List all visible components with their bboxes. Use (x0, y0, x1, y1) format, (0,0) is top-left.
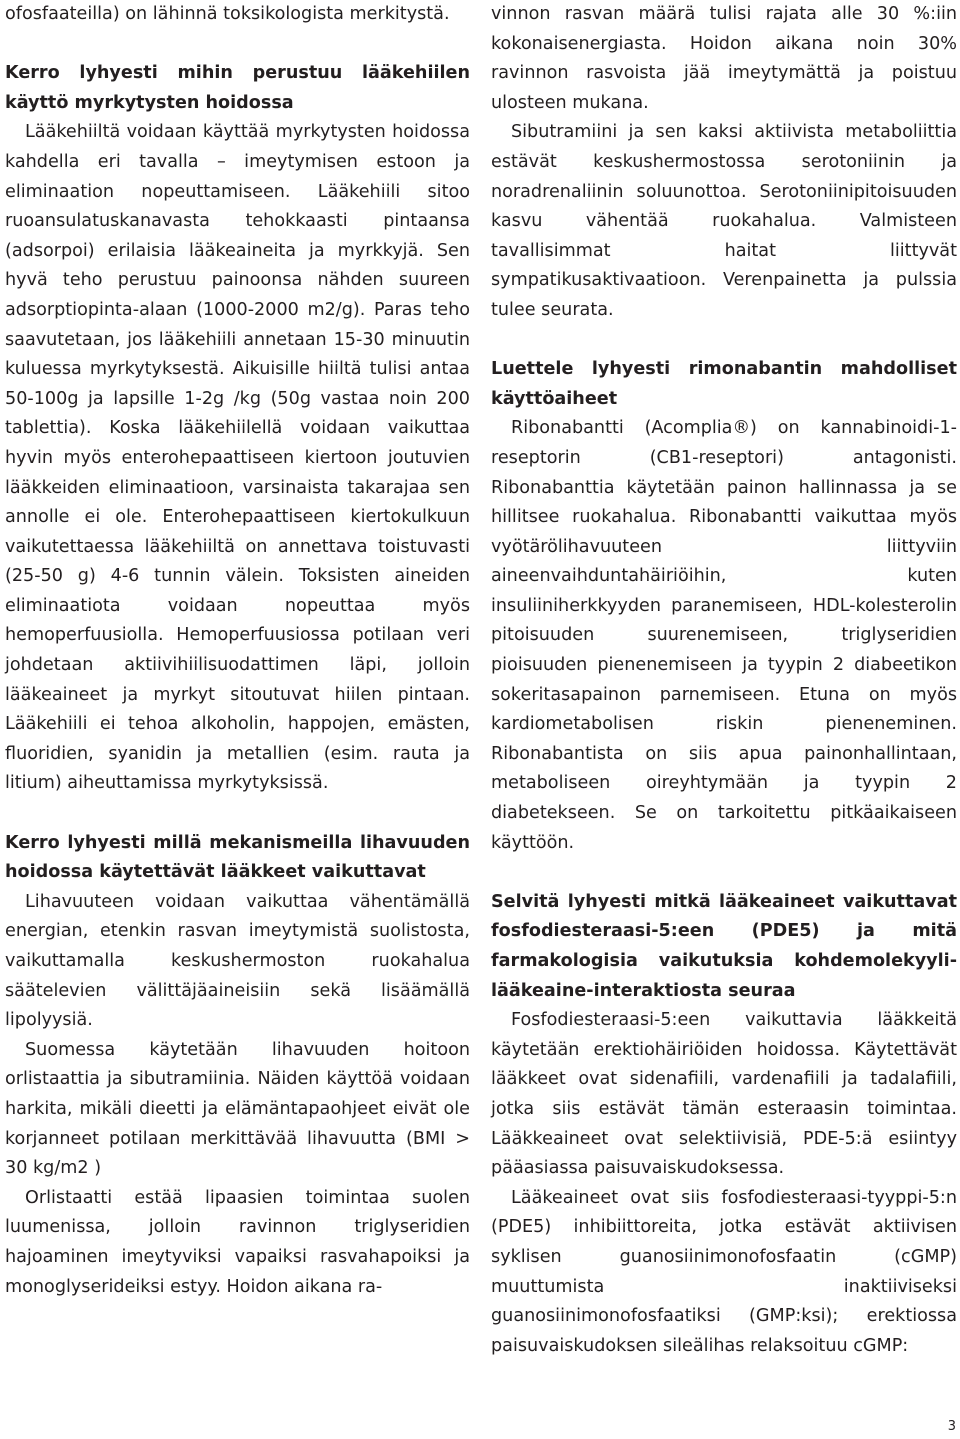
left-column (5, 0, 470, 1302)
answer-paragraph-rimonabant: Ribonabantti (Acomplia®) on kannabinoidi-1-reseptorin (CB1-reseptori) antagonisti. Ribonabanttia käytetään painon hallinnassa ja se hillitsee ruokahalua. Ribonabantti vaikuttaa myös vyötärölihavuuteen liittyviin aineenvaihduntahäiriöihin, kuten insuliiniherkkyyden paranemiseen, HDL-kolesterolin pitoisuuden suurenemiseen, triglyseridien pioisuuden pienenemiseen ja tyypin 2 diabeetikon sokeritasapainon parnemiseen. Etuna on myös kardiometabolisen riskin pieneneminen. Ribonabantista on siis apua painonhallintaan, metaboliseen oireyhtymään ja tyypin 2 diabetekseen. Se on tarkoitettu pitkäaikaiseen käyttöön. (491, 418, 957, 853)
question-heading-pde5: Selvitä lyhyesti mitkä lääkeaineet vaikuttavat fosfodiesteraasi-5:een (PDE5) ja mitä farmakologisia vaikutuksia kohdemolekyyli-lääkeaine-interaktiosta seuraa (491, 891, 957, 1001)
page-number: 3 (947, 1419, 956, 1434)
question-heading-obesity-drugs: Kerro lyhyesti millä mekanismeilla lihavuuden hoidossa käytettävät lääkkeet vaikuttavat (5, 832, 470, 883)
spacer (5, 799, 470, 829)
paragraph-continued: vinnon rasvan määrä tulisi rajata alle 30 %:iin kokonaisenergiasta. Hoidon aikana noin 30% ravinnon rasvoista jää imeytymättä ja poistuu ulosteen mukana. (491, 4, 957, 113)
answer-paragraph-pde5-mechanism: Lääkeaineet ovat siis fosfodiesteraasi-tyyppi-5:n (PDE5) inhibiittoreita, jotka estävät aktiivisen syklisen guanosiinimonofosfaatin (cGMP) muuttumista inaktiiviseksi guanosiinimonofosfaatiksi (GMP:ksi); erektiossa paisuvaiskudoksen sileälihas relaksoituu cGMP: (491, 1187, 957, 1356)
question-heading-rimonabant: Luettele lyhyesti rimonabantin mahdolliset käyttöaiheet (491, 359, 957, 409)
answer-paragraph-obesity-drugs-finland: Suomessa käytetään lihavuuden hoitoon orlistaattia ja sibutramiinia. Näiden käyttöä voidaan harkita, mikäli dieetti ja elämäntapaohjeet eivät ole korjanneet potilaan merkittävää lihavuutta (BMI > 30 kg/m2 ) (5, 1039, 470, 1179)
right-column (491, 0, 957, 1361)
spacer (5, 30, 470, 60)
spacer (491, 326, 957, 356)
spacer (491, 858, 957, 888)
paragraph-continued: ofosfaateilla) on lähinnä toksikologista merkitystä. (5, 4, 450, 24)
question-heading-activated-charcoal: Kerro lyhyesti mihin perustuu lääkehiilen käyttö myrkytysten hoidossa (5, 63, 470, 113)
answer-paragraph-activated-charcoal: Lääkehiiltä voidaan käyttää myrkytysten hoidossa kahdella eri tavalla – imeytymisen estoon ja eliminaation nopeuttamiseen. Lääkehiili sitoo ruoansulatuskanavasta tehokkaasti pintaansa (adsorpoi) erilaisia lääkeaineita ja myrkkyjä. Sen hyvä teho perustuu painoonsa nähden suureen adsorptiopinta-alaan (1000-2000 m2/g). Paras teho saavutetaan, jos lääkehiili annetaan 15-30 minuutin kuluessa myrkytyksestä. Aikuisille hiiltä tulisi antaa 50-100g ja lapsille 1-2g /kg (50g vastaa noin 200 tablettia). Koska lääkehiilellä voidaan vaikuttaa hyvin myös enterohepaattiseen kiertoon joutuvien lääkkeiden eliminaatioon, varsinaista takarajaa sen annolle ei ole. Enterohepaattiseen kiertokulkuun vaikutettaessa lääkehiiltä on annettava toistuvasti (25-50 g) 4-6 tunnin välein. Toksisten aineiden eliminaatiota voidaan nopeuttaa myös hemoperfuusiolla. Hemoperfuusiossa potilaan veri johdetaan aktiivihiilisuodattimen läpi, jolloin lääkeaineet ja myrkyt sitoutuvat hiilen pintaan. Lääkehiili ei tehoa alkoholin, happojen, emästen, fluoridien, syanidin ja metallien (esim. rauta ja litium) aiheuttamissa myrkytyksissä. (5, 122, 470, 794)
answer-paragraph-orlistat: Orlistaatti estää lipaasien toimintaa suolen luumenissa, jolloin ravinnon triglyseridien hajoaminen imeytyviksi vapaiksi rasvahapoiksi ja monoglyserideiksi estyy. Hoidon aikana ra- (5, 1187, 470, 1297)
answer-paragraph-obesity-intro: Lihavuuteen voidaan vaikuttaa vähentämällä energian, etenkin rasvan imeytymistä suolistosta, vaikuttamalla keskushermoston ruokahalua säätelevien välittäjäaineisiin sekä lisäämällä lipolyysiä. (5, 891, 470, 1031)
answer-paragraph-sibutramine: Sibutramiini ja sen kaksi aktiivista metaboliittia estävät keskushermostossa serotoniinin ja noradrenaliinin soluunottoa. Serotoniinipitoisuuden kasvu vähentää ruokahalua. Valmisteen tavallisimmat haitat liittyvät sympatikusaktivaatioon. Verenpainetta ja pulssia tulee seurata. (491, 122, 957, 320)
answer-paragraph-pde5-drugs: Fosfodiesteraasi-5:een vaikuttavia lääkkeitä käytetään erektiohäiriöiden hoidossa. Käytettävät lääkkeet ovat sidenafiili, vardenafiili ja tadalafiili, jotka siis estävät tämän esteraasin toimintaa. Lääkkeaineet ovat selektiivisiä, PDE-5:ä esiintyy pääasiassa paisuvaiskudoksessa. (491, 1010, 957, 1179)
